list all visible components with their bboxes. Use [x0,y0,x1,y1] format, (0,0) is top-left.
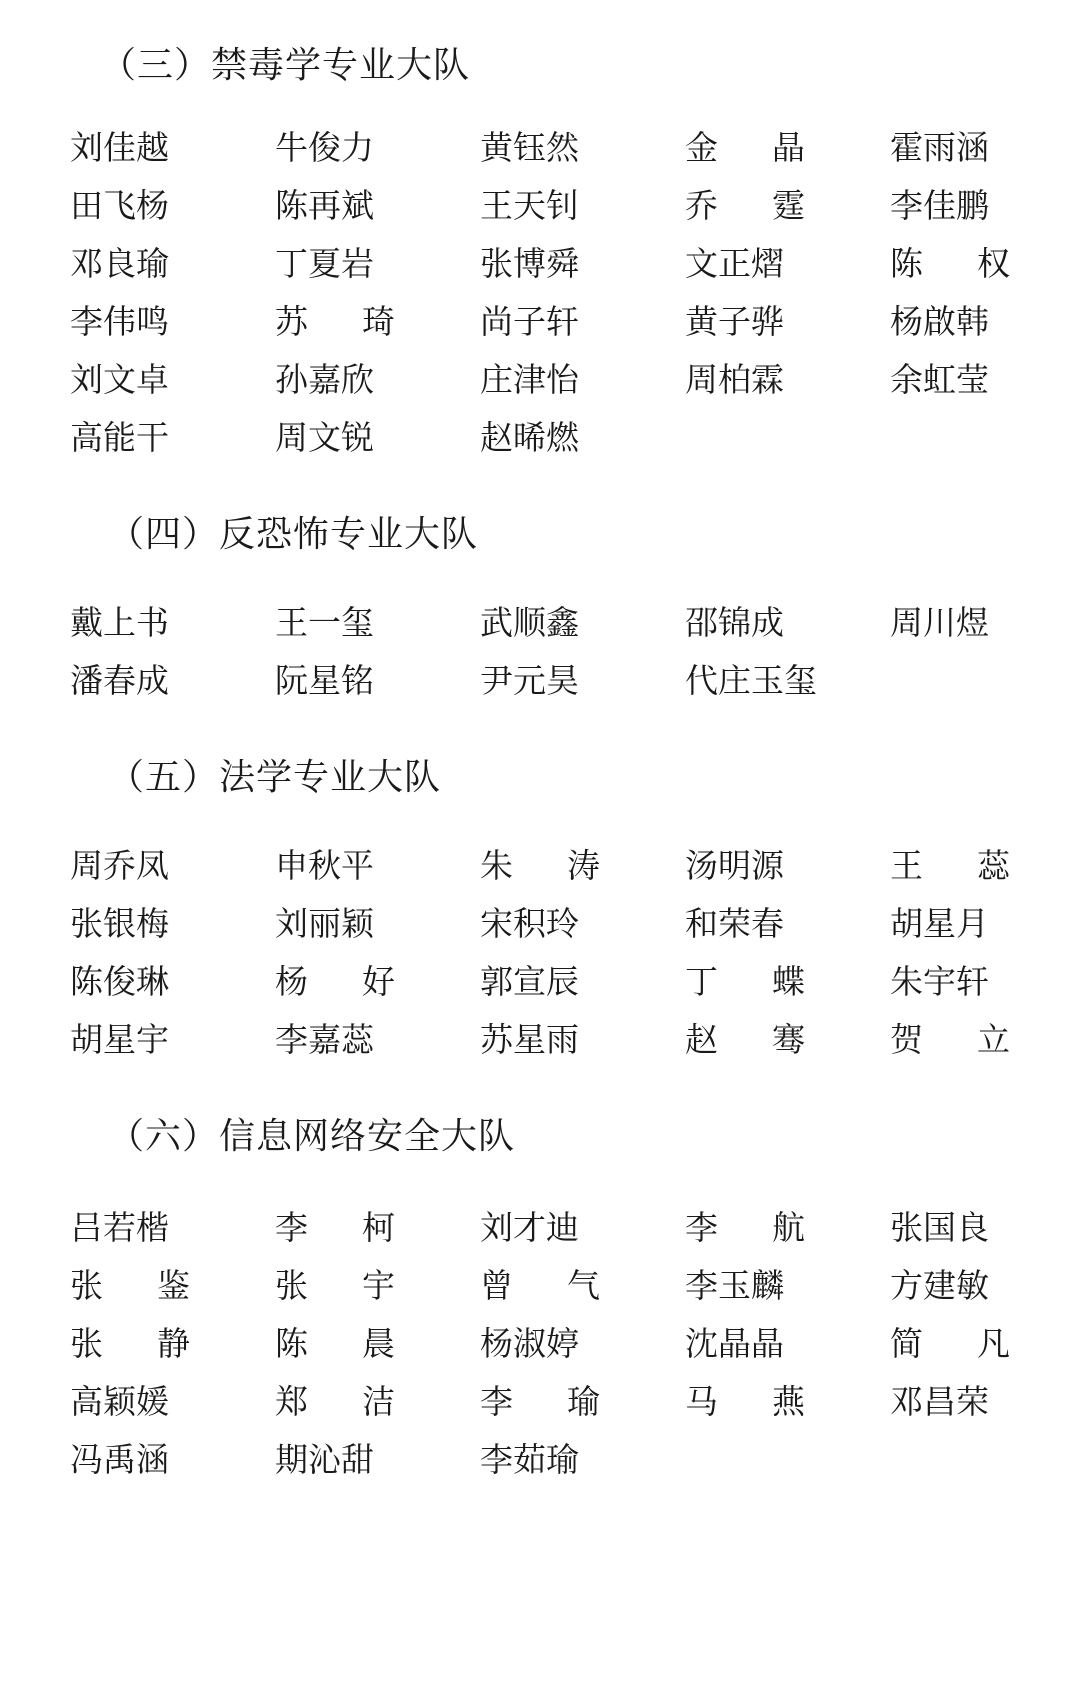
name-entry: 贺 立 [890,1020,1010,1059]
name-entry: 王 蕊 [890,846,1010,885]
name-entry: 杨淑婷 [480,1324,579,1363]
name-entry: 高颖媛 [70,1382,169,1421]
section-title: （三）禁毒学专业大队 [100,45,471,86]
name-entry: 田飞杨 [70,186,169,225]
name-entry: 乔 霆 [685,186,805,225]
name-entry: 陈俊琳 [70,962,169,1001]
name-entry: 黄钰然 [480,128,579,167]
name-entry: 邓良瑜 [70,244,169,283]
name-entry: 庄津怡 [480,360,579,399]
name-entry: 胡星宇 [70,1020,169,1059]
name-entry: 丁夏岩 [275,244,374,283]
name-entry: 李 柯 [275,1208,395,1247]
name-entry: 李嘉蕊 [275,1020,374,1059]
name-entry: 张 鉴 [70,1266,190,1305]
name-entry: 朱 涛 [480,846,600,885]
name-entry: 周川煜 [890,603,989,642]
name-entry: 黄子骅 [685,302,784,341]
name-entry: 郭宣辰 [480,962,579,1001]
name-entry: 汤明源 [685,846,784,885]
name-entry: 郑 洁 [275,1382,395,1421]
name-entry: 邵锦成 [685,603,784,642]
name-entry: 刘才迪 [480,1208,579,1247]
name-entry: 代庄玉玺 [685,661,817,700]
name-entry: 周柏霖 [685,360,784,399]
name-entry: 胡星月 [890,904,989,943]
name-entry: 武顺鑫 [480,603,579,642]
name-entry: 周乔凤 [70,846,169,885]
name-entry: 霍雨涵 [890,128,989,167]
section-title: （六）信息网络安全大队 [108,1116,516,1157]
name-entry: 王天钊 [480,186,579,225]
name-entry: 李茹瑜 [480,1440,579,1479]
name-entry: 邓昌荣 [890,1382,989,1421]
name-entry: 余虹莹 [890,360,989,399]
name-entry: 陈 晨 [275,1324,395,1363]
name-entry: 陈 权 [890,244,1010,283]
name-entry: 尹元昊 [480,661,579,700]
name-entry: 赵 骞 [685,1020,805,1059]
name-entry: 李佳鹏 [890,186,989,225]
name-entry: 陈再斌 [275,186,374,225]
section-title: （四）反恐怖专业大队 [108,514,479,555]
name-entry: 丁 蝶 [685,962,805,1001]
name-entry: 沈晶晶 [685,1324,784,1363]
name-entry: 文正熠 [685,244,784,283]
name-entry: 牛俊力 [275,128,374,167]
name-entry: 李 航 [685,1208,805,1247]
name-entry: 张 静 [70,1324,190,1363]
name-entry: 苏星雨 [480,1020,579,1059]
name-entry: 吕若楷 [70,1208,169,1247]
name-entry: 高能干 [70,418,169,457]
name-entry: 简 凡 [890,1324,1010,1363]
name-entry: 刘丽颖 [275,904,374,943]
name-entry: 申秋平 [275,846,374,885]
name-entry: 张银梅 [70,904,169,943]
name-entry: 王一玺 [275,603,374,642]
name-entry: 张博舜 [480,244,579,283]
name-entry: 孙嘉欣 [275,360,374,399]
name-entry: 赵晞燃 [480,418,579,457]
name-entry: 阮星铭 [275,661,374,700]
name-entry: 李玉麟 [685,1266,784,1305]
name-entry: 宋积玲 [480,904,579,943]
name-entry: 李 瑜 [480,1382,600,1421]
name-entry: 金 晶 [685,128,805,167]
name-entry: 尚子轩 [480,302,579,341]
name-entry: 苏 琦 [275,302,395,341]
name-entry: 李伟鸣 [70,302,169,341]
name-entry: 方建敏 [890,1266,989,1305]
name-entry: 朱宇轩 [890,962,989,1001]
name-entry: 刘佳越 [70,128,169,167]
name-entry: 张 宇 [275,1266,395,1305]
name-entry: 杨啟韩 [890,302,989,341]
name-entry: 和荣春 [685,904,784,943]
name-entry: 期沁甜 [275,1440,374,1479]
name-entry: 冯禹涵 [70,1440,169,1479]
name-entry: 马 燕 [685,1382,805,1421]
name-entry: 周文锐 [275,418,374,457]
section-title: （五）法学专业大队 [108,757,442,798]
name-entry: 戴上书 [70,603,169,642]
name-entry: 刘文卓 [70,360,169,399]
name-entry: 潘春成 [70,661,169,700]
name-entry: 杨 好 [275,962,395,1001]
name-entry: 张国良 [890,1208,989,1247]
name-entry: 曾 气 [480,1266,600,1305]
